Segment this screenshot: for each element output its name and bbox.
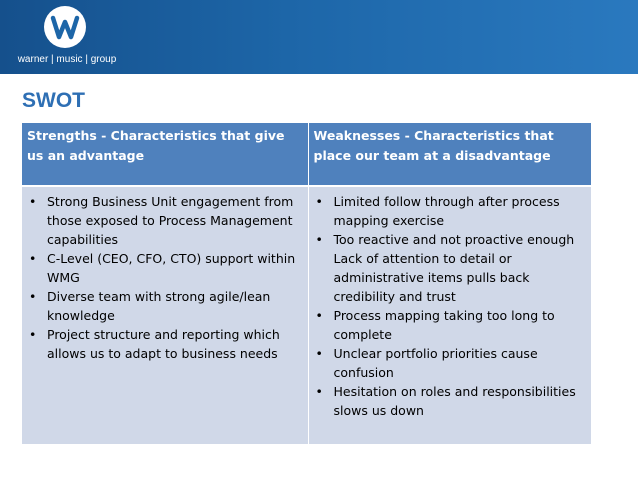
strengths-list xyxy=(27,192,304,363)
bullet-icon: • xyxy=(29,194,37,209)
warner-music-group-logo xyxy=(12,6,122,70)
table-header-row xyxy=(22,123,591,186)
weakness-text: Unclear portfolio priorities cause confusion xyxy=(333,346,538,380)
list-item xyxy=(314,306,588,344)
list-item xyxy=(314,192,588,230)
bullet-icon: • xyxy=(315,308,323,323)
list-item xyxy=(27,192,304,249)
table-row xyxy=(22,186,591,444)
swot-table xyxy=(22,123,591,444)
bullet-icon: • xyxy=(29,251,37,266)
strength-text: Diverse team with strong agile/lean knowledge xyxy=(47,289,271,323)
bullet-icon: • xyxy=(29,327,37,342)
list-item xyxy=(27,249,304,287)
bullet-icon: • xyxy=(315,346,323,361)
list-item xyxy=(314,230,588,306)
bullet-icon: • xyxy=(315,384,323,399)
weakness-text: Limited follow through after process mapping exercise xyxy=(333,194,560,228)
strengths-header: Strengths - Characteristics that give us an advantage xyxy=(22,123,308,186)
strength-text: Strong Business Unit engagement from those exposed to Process Management capabilities xyxy=(47,194,294,247)
list-item xyxy=(314,382,588,420)
wmg-logo-icon xyxy=(44,6,86,48)
header-band xyxy=(0,0,638,74)
list-item xyxy=(27,287,304,325)
bullet-icon: • xyxy=(29,289,37,304)
strength-text: Project structure and reporting which allows us to adapt to business needs xyxy=(47,327,280,361)
weakness-text: Hesitation on roles and responsibilities slows us down xyxy=(333,384,576,418)
list-item xyxy=(314,344,588,382)
slide-title: SWOT xyxy=(22,89,85,112)
bullet-icon: • xyxy=(315,232,323,247)
weakness-text: Process mapping taking too long to complete xyxy=(333,308,555,342)
weaknesses-list xyxy=(314,192,588,420)
list-item xyxy=(27,325,304,363)
strengths-cell xyxy=(22,186,308,444)
bullet-icon: • xyxy=(315,194,323,209)
weaknesses-header: Weaknesses - Characteristics that place our team at a disadvantage xyxy=(308,123,591,186)
weaknesses-cell xyxy=(308,186,591,444)
strength-text: C-Level (CEO, CFO, CTO) support within WMG xyxy=(47,251,296,285)
weakness-text: Too reactive and not proactive enough Lack of attention to detail or administrative items pulls back credibility and trust xyxy=(333,232,575,304)
logo-wordmark: warner | music | group xyxy=(17,54,117,65)
